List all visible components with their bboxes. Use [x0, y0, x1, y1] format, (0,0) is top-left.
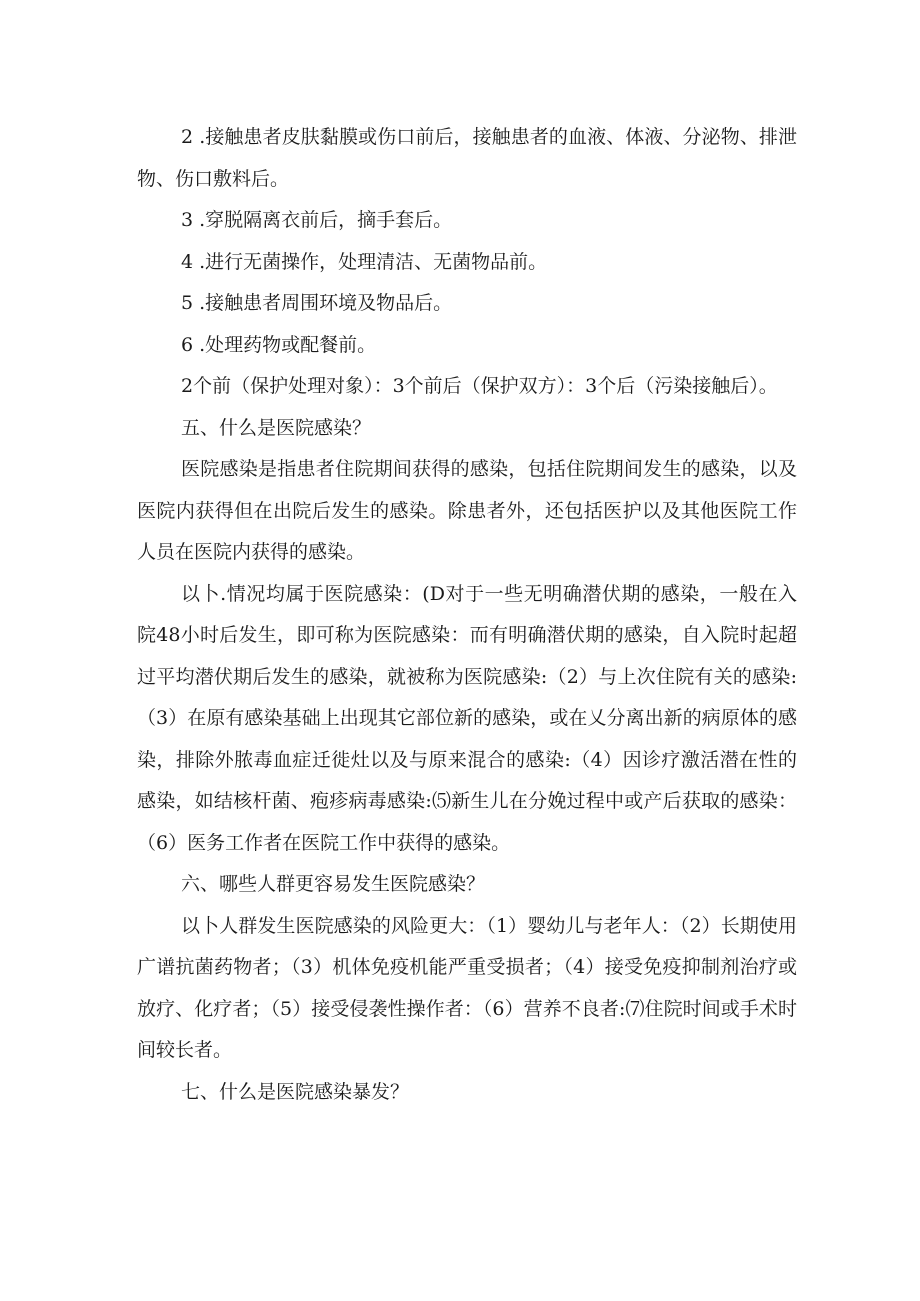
paragraph-hand-hygiene-4: 4 .进行无菌操作，处理清洁、无菌物品前。 [181, 250, 548, 273]
paragraph-hand-hygiene-6: 6 .处理药物或配餐前。 [181, 333, 377, 356]
section-heading-6: 六、哪些人群更容易发生医院感染？ [181, 873, 486, 895]
paragraph-hand-hygiene-2: 2 .接触患者皮肤黏膜或伤口前后，接触患者的血液、体液、分泌物、排泄物、伤口敷料后。 [137, 126, 797, 190]
section-heading-5: 五、什么是医院感染？ [181, 416, 372, 439]
paragraph-hand-hygiene-3: 3 .穿脱隔离衣前后，摘手套后。 [181, 209, 453, 231]
paragraph-situations: 以卜.情况均属于医院感染：(D对于一些无明确潜伏期的感染，一般在入院48小时后发生，即可称为医院感染：而有明确潜伏期的感染，自入院时起超过平均潜伏期后发生的感染，就被称为医院感染:（2）与上次住院有关的感染:（3）在原有感染基础上出现其它部位新的感染，或在乂分离出新的病原体的感染，排除外脓毒血症迁徙灶以及与原来混合的感染:（4）因诊疗激活潜在性的感染，如结核杆菌、疱疹病毒感染:⑸新生儿在分娩过程中或产后获取的感染：（6）医务工作者在医院工作中获得的感染。 [137, 582, 797, 854]
document-body [137, 117, 797, 1113]
paragraph-risk-groups: 以卜人群发生医院感染的风险更大：（1）婴幼儿与老年人：（2）长期使用广谱抗菌药物者；（3）机体免疫机能严重受损者；（4）接受免疫抑制剂治疗或放疗、化疗者；（5）接受侵袭性操作者：（6）营养不良者:⑺住院时间或手术时间较长者。 [137, 914, 797, 1061]
paragraph-hand-hygiene-5: 5 .接触患者周围环境及物品后。 [181, 292, 453, 314]
paragraph-summary: 2个前（保护处理对象）：3个前后（保护双方）：3个后（污染接触后）。 [181, 375, 778, 397]
section-heading-7: 七、什么是医院感染暴发？ [181, 1080, 410, 1103]
paragraph-definition: 医院感染是指患者住院期间获得的感染，包括住院期间发生的感染，以及医院内获得但在出院后发生的感染。除患者外，还包括医护以及其他医院工作人员在医院内获得的感染。 [137, 458, 797, 563]
